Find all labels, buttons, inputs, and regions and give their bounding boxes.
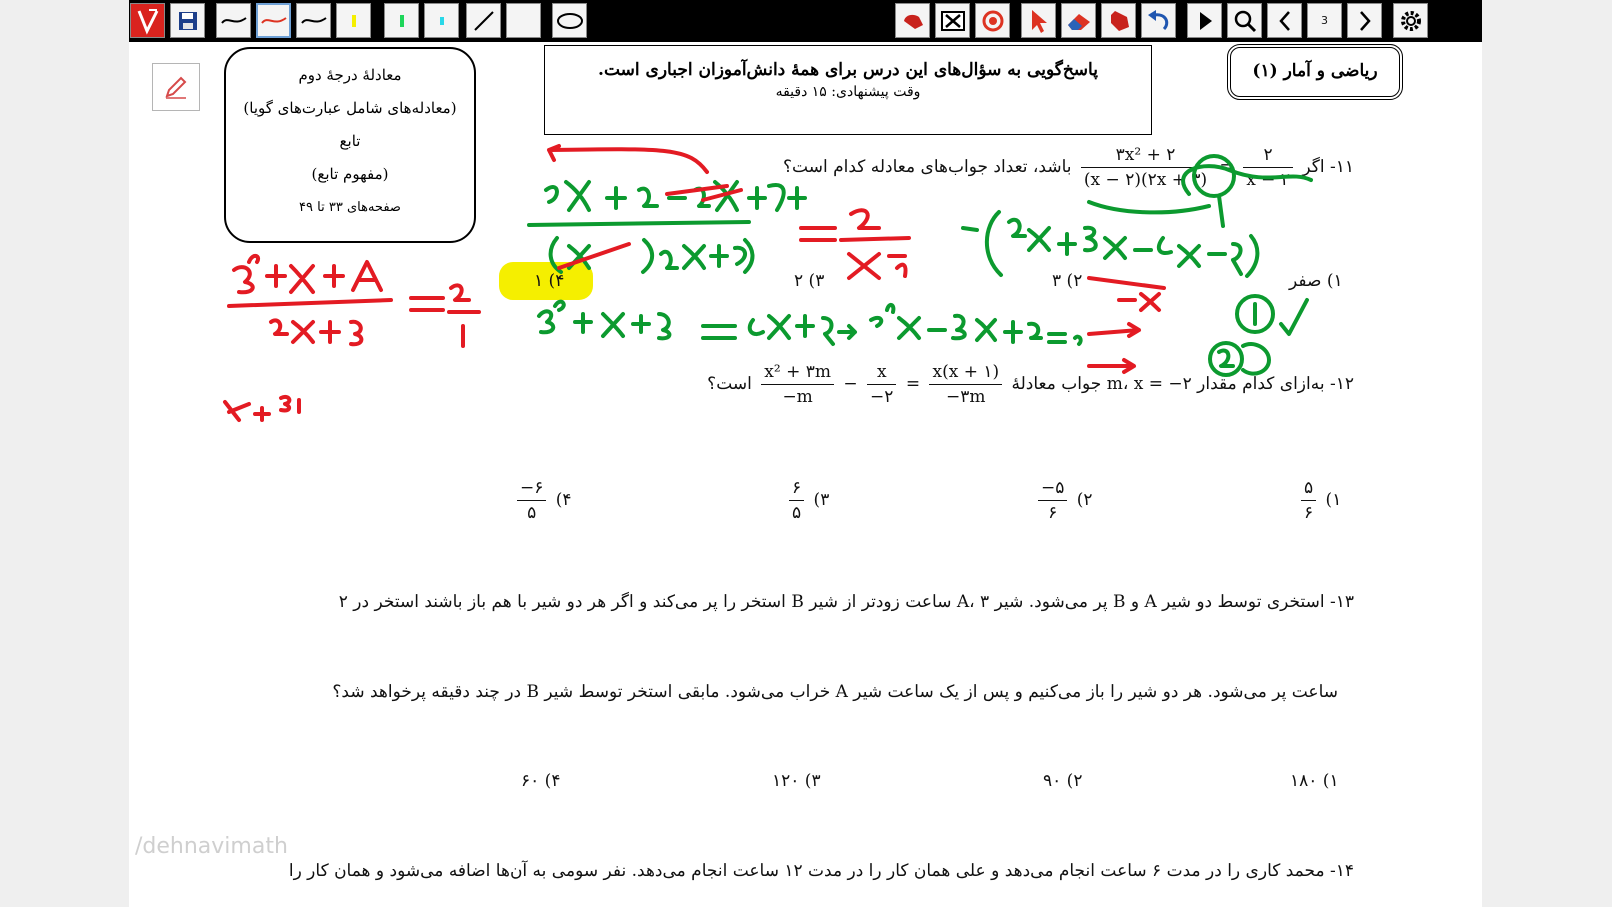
q11-suffix: باشد، تعداد جواب‌های معادله کدام است؟ [783, 157, 1072, 177]
slide-page [129, 0, 1482, 907]
q11-option-2[interactable]: ۲) ۳ [1052, 271, 1083, 291]
green-equals-2 [703, 326, 735, 338]
subject-title: ریاضی و آمار (۱) [1230, 47, 1400, 97]
green-underline [1089, 202, 1209, 212]
topic-line-2: (معادله‌های شامل عبارت‌های گویا) [243, 99, 457, 117]
red-numerator [234, 256, 381, 292]
green-equation-lhs [539, 302, 669, 339]
q12-prefix: ۱۲- به‌ازای کدام مقدار m، x = −۲ جواب معادلهٔ [1011, 374, 1354, 394]
green-fraction-bar [529, 222, 749, 225]
red-equals [801, 228, 835, 240]
green-quadratic-equation [871, 305, 1081, 344]
question-12: ۱۲- به‌ازای کدام مقدار m، x = −۲ جواب معادلهٔ $\frac{x(x + ۱)}{-۳m}$ = $\frac{x}{-۲}$ − $\frac{\text{x² + ۳m}}{-m}$ است؟ [707, 362, 1354, 407]
q12-fraction-2: $\frac{x}{-۲}$ [867, 362, 896, 407]
q12-suffix: است؟ [707, 374, 752, 394]
page-number: 3 [1307, 3, 1342, 38]
topic-line-4: (مفهوم تابع) [311, 165, 389, 183]
green-equation-rhs-arrow [750, 316, 855, 344]
q11-fraction-right: $\frac{\text{۳x² + ۲}}{(x - ۲)(۲x + ۳)}$ [1081, 145, 1210, 190]
question-14-line-1: ۱۴- محمد کاری را در مدت ۶ ساعت انجام می‌دهد و علی همان کار را در مدت ۱۲ ساعت انجام می‌دهد. نفر سومی به آن‌ها اضافه می‌شود و همان کار را [288, 861, 1354, 881]
red-fraction-two-over-x-minus-1 [841, 210, 909, 278]
green-second-root-note [1219, 344, 1269, 374]
green-left-paren [963, 212, 1001, 275]
q13-option-3[interactable]: ۳) ۱۲۰ [772, 771, 821, 791]
q12-option-2[interactable]: ۲) $\frac{-۵}{۶}$ [1034, 478, 1093, 523]
instruction-text: پاسخ‌گویی به سؤال‌های این درس برای همهٔ دانش‌آموزان اجباری است. [598, 60, 1098, 80]
green-circle-connectors [1183, 166, 1311, 226]
q12-option-4[interactable]: ۴) $\frac{-۶}{۵}$ [513, 478, 572, 523]
red-equals-left [411, 298, 443, 310]
q13-option-2[interactable]: ۲) ۹۰ [1043, 771, 1083, 791]
question-13-line-2: ساعت پر می‌شود. هر دو شیر را باز می‌کنیم و پس از یک ساعت شیر A خراب می‌شود. مابقی استخر توسط شیر B در چند دقیقه پرخواهد شد؟ [332, 682, 1338, 702]
red-arrow-curve [549, 146, 707, 172]
q13-option-4[interactable]: ۴) ۶۰ [521, 771, 561, 791]
topic-line-1: معادلهٔ درجهٔ دوم [298, 66, 402, 84]
q11-prefix: ۱۱- اگر [1302, 157, 1354, 177]
q12-fraction-3: $\frac{\text{x² + ۳m}}{-m}$ [761, 362, 834, 407]
red-arrows [1089, 324, 1139, 372]
red-two-over-one [449, 285, 479, 346]
green-numerator-strokes [546, 182, 805, 210]
red-side-note [225, 397, 299, 420]
q11-fraction-left: $\frac{۲}{x - ۲}$ [1243, 145, 1293, 190]
question-13-line-1: ۱۳- استخری توسط دو شیر A و B پر می‌شود. شیر A، ۳ ساعت زودتر از شیر B استخر را پر می‌کند و اگر هر دو شیر با هم باز باشند استخر در ۲ [338, 592, 1354, 612]
q13-option-1[interactable]: ۱) ۱۸۰ [1290, 771, 1339, 791]
q11-option-4[interactable]: ۴) ۱ [534, 271, 565, 291]
green-denominator-strokes [551, 238, 753, 272]
green-circle-minus-1 [1194, 156, 1234, 196]
q12-option-1[interactable]: ۱) $\frac{۵}{۶}$ [1297, 478, 1341, 523]
red-denominator [271, 320, 361, 344]
question-11: ۱۱- اگر $\frac{۲}{x - ۲}$ = $\frac{\text{۳x² + ۲}}{(x - ۲)(۲x + ۳)}$ باشد، تعداد جواب‌های معادله کدام است؟ [783, 145, 1354, 190]
q11-option-1[interactable]: ۱) صفر [1289, 271, 1343, 291]
q12-option-3[interactable]: ۳) $\frac{۶}{۵}$ [785, 478, 829, 523]
q12-fraction-1: $\frac{x(x + ۱)}{-۳m}$ [929, 362, 1002, 407]
ink-annotations [129, 0, 1482, 907]
topic-pages: صفحه‌های ۳۳ تا ۴۹ [299, 200, 401, 215]
topic-line-3: تابع [339, 132, 361, 150]
red-minus-8x [1089, 278, 1164, 310]
suggested-time: وقت پیشنهادی: ۱۵ دقیقه [775, 84, 921, 100]
green-parenthesized-expression [1009, 220, 1257, 276]
red-fraction-bar-left [229, 300, 391, 306]
watermark: /dehnavimath [135, 834, 288, 859]
q11-option-3[interactable]: ۳) ۲ [794, 271, 825, 291]
